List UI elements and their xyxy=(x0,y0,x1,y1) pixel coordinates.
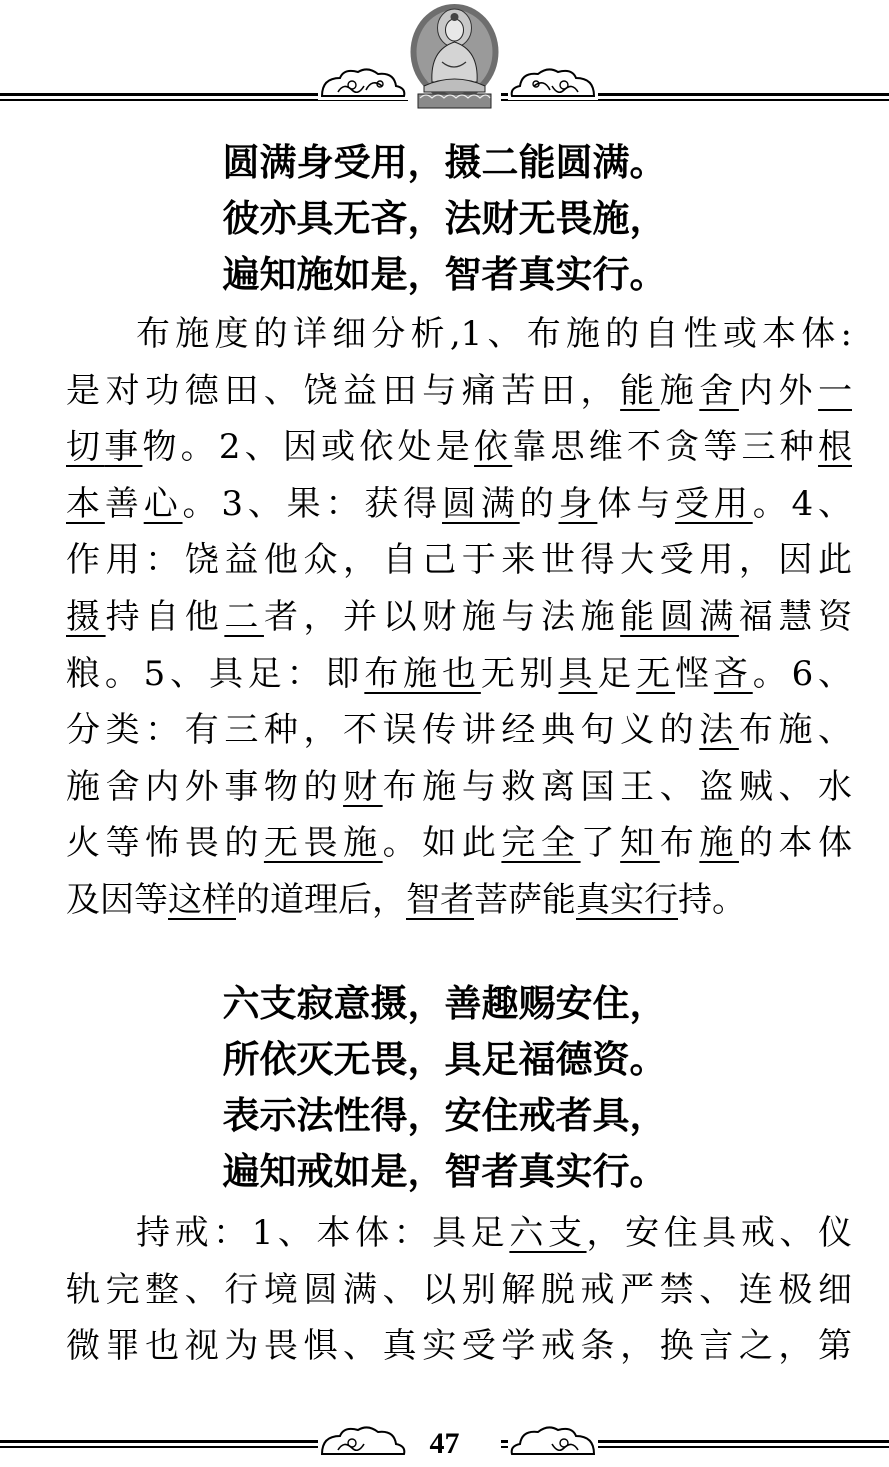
underlined-text: 一 xyxy=(818,370,852,411)
text-span: 善 xyxy=(104,483,144,524)
text-span: 。6、 xyxy=(752,653,852,694)
underlined-text: 身 xyxy=(558,483,598,524)
underlined-text: 这样 xyxy=(168,879,236,920)
text-span: 福慧资 xyxy=(738,596,852,637)
text-span: 足 xyxy=(597,653,637,694)
underlined-text: 事 xyxy=(104,427,143,468)
text-line xyxy=(66,702,852,759)
underlined-text: 舍 xyxy=(699,370,739,411)
text-line xyxy=(66,363,852,420)
text-line xyxy=(66,476,852,533)
text-span: 轨完整、行境圆满、以别解脱戒严禁、连极细 xyxy=(66,1269,852,1310)
underlined-text: 法 xyxy=(699,710,739,751)
text-line xyxy=(66,1318,852,1375)
underlined-text: 具 xyxy=(558,653,598,694)
verse-line: 表示法性得，安住戒者具， xyxy=(222,1094,667,1137)
verse-block-2 xyxy=(0,976,889,1200)
text-span: 菩萨能 xyxy=(474,879,576,920)
verse-line: 遍知戒如是，智者真实行。 xyxy=(222,1150,667,1193)
text-line xyxy=(66,646,852,703)
commentary-paragraph-2 xyxy=(66,1205,852,1375)
underlined-text: 吝 xyxy=(713,653,753,694)
underlined-text: 摄 xyxy=(66,596,106,637)
text-span: 的 xyxy=(519,483,559,524)
underlined-text: 无畏施 xyxy=(263,823,383,864)
text-span: 内外 xyxy=(738,370,819,411)
underlined-text: 切 xyxy=(66,427,105,468)
text-span: ，安住具戒、仪 xyxy=(586,1213,852,1253)
text-span: 布 xyxy=(659,823,700,864)
text-span: 持。 xyxy=(678,879,746,920)
text-span: 粮。5、具足：即 xyxy=(66,653,365,694)
underlined-text: 心 xyxy=(143,483,183,524)
text-span: 的道理后， xyxy=(236,879,406,920)
text-span: 靠思维不贪等三种 xyxy=(512,427,818,468)
underlined-text: 财 xyxy=(343,766,383,807)
text-span: 及因等 xyxy=(66,879,168,920)
text-span: 的本体 xyxy=(738,823,852,864)
underlined-text: 完全 xyxy=(501,823,581,864)
verse-line: 所依灭无畏，具足福德资。 xyxy=(222,1038,667,1081)
underlined-text: 能 xyxy=(620,370,660,411)
underlined-text: 布施也 xyxy=(364,653,481,694)
verse-line: 遍知施如是，智者真实行。 xyxy=(222,253,667,296)
verse-line: 六支寂意摄，善趣赐安住， xyxy=(222,982,667,1025)
text-span: 分类：有三种，不误传讲经典句义的 xyxy=(66,710,700,751)
text-span: 是对功德田、饶益田与痛苦田， xyxy=(66,370,621,411)
text-line xyxy=(66,1205,852,1262)
text-span: 火等怖畏的 xyxy=(66,823,264,864)
text-span: 无别 xyxy=(480,653,559,694)
text-line xyxy=(66,306,852,363)
text-span: 者，并以财施与法施 xyxy=(263,596,621,637)
text-span: 施 xyxy=(659,370,700,411)
verse-line: 圆满身受用，摄二能圆满。 xyxy=(222,141,667,184)
text-span: 施舍内外事物的 xyxy=(66,766,344,807)
page-number: 47 xyxy=(429,1427,460,1460)
text-span: 布施度的详细分析,1、布施的自性或本体: xyxy=(136,314,852,354)
cloud-ornament-right-icon xyxy=(508,66,598,100)
text-span: 作用：饶益他众，自己于来世得大受用，因此 xyxy=(66,540,852,581)
text-span: 物。2、因或依处是 xyxy=(142,427,475,468)
underlined-text: 六支 xyxy=(509,1213,587,1253)
text-span: 布施与救离国王、盗贼、水 xyxy=(382,766,852,807)
text-span: 持戒：1、本体：具足 xyxy=(136,1213,510,1253)
text-line xyxy=(66,419,852,476)
underlined-text: 知 xyxy=(620,823,660,864)
underlined-text: 根 xyxy=(818,427,852,468)
text-line xyxy=(66,759,852,816)
underlined-text: 无 xyxy=(636,653,676,694)
cloud-ornament-left-icon xyxy=(318,66,408,100)
text-line xyxy=(66,589,852,646)
text-span: 持自他 xyxy=(105,596,225,637)
buddha-figure-icon xyxy=(408,2,501,110)
underlined-text: 二 xyxy=(224,596,264,637)
text-span: 微罪也视为畏惧、真实受学戒条，换言之，第 xyxy=(66,1326,852,1367)
text-line xyxy=(66,1262,852,1319)
underlined-text: 智者 xyxy=(406,879,474,920)
text-line xyxy=(66,532,852,589)
verse-block-1 xyxy=(0,135,889,303)
underlined-text: 能圆满 xyxy=(620,596,739,637)
text-span: 。4、 xyxy=(752,483,852,524)
underlined-text: 真实行 xyxy=(576,879,678,920)
underlined-text: 圆满 xyxy=(442,483,520,524)
text-line xyxy=(66,815,852,872)
text-span: 悭 xyxy=(675,653,714,694)
underlined-text: 受用 xyxy=(675,483,753,524)
verse-line: 彼亦具无吝，法财无畏施， xyxy=(222,197,667,240)
underlined-text: 施 xyxy=(699,823,739,864)
commentary-paragraph-1 xyxy=(66,306,852,929)
underlined-text: 依 xyxy=(474,427,513,468)
header-ornament xyxy=(0,0,889,120)
text-span: 体与 xyxy=(597,483,676,524)
text-span: 了 xyxy=(580,823,621,864)
text-span: 。如此 xyxy=(382,823,502,864)
text-span: 。3、果：获得 xyxy=(182,483,443,524)
text-line xyxy=(66,872,852,929)
underlined-text: 本 xyxy=(66,483,105,524)
text-span: 布施、 xyxy=(738,710,852,751)
